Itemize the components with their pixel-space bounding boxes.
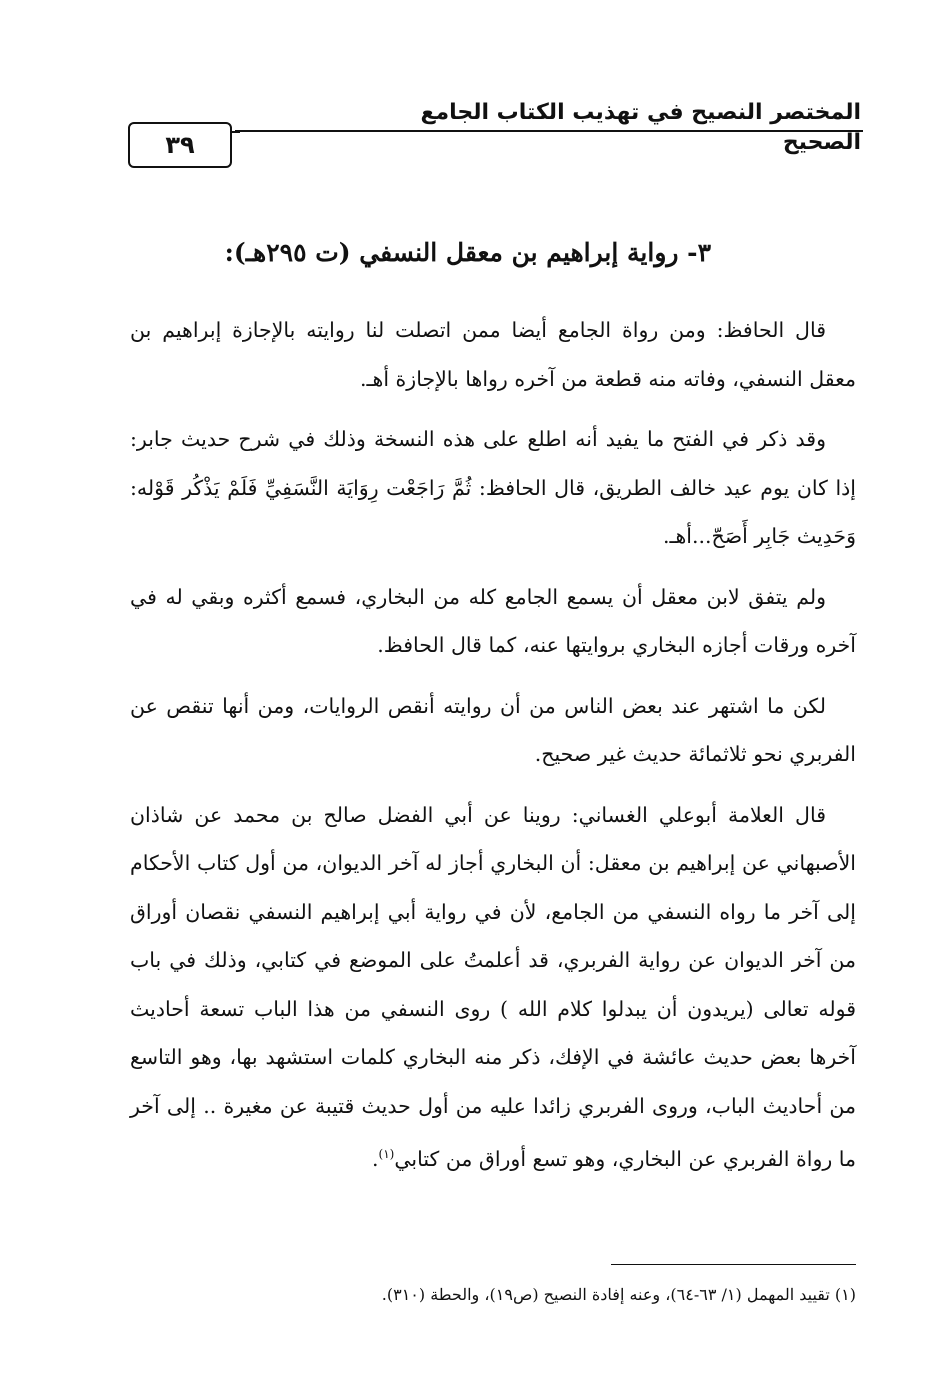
header-rule bbox=[235, 130, 863, 132]
footnote-rule bbox=[611, 1264, 856, 1265]
paragraph-4: لكن ما اشتهر عند بعض الناس من أن روايته أنقص الروايات، ومن أنها تنقص عن الفربري نحو ثلاثمائة حديث غير صحيح. bbox=[130, 693, 856, 766]
footnote: (١) تقييد المهمل (١/ ٦٣-٦٤)، وعنه إفادة النصيح (ص١٩)، والحطة (٣١٠). bbox=[381, 1285, 856, 1304]
paragraph-1: قال الحافظ: ومن رواة الجامع أيضا ممن اتصلت لنا روايته بالإجازة إبراهيم بن معقل النسفي، وفاته منه قطعة من آخره رواها بالإجازة أهـ. bbox=[130, 318, 856, 391]
paragraph-5-text: قال العلامة أبوعلي الغساني: روينا عن أبي الفضل صالح بن محمد عن شاذان الأصبهاني عن إبراهيم بن معقل: أن البخاري أجاز له آخر الديوان، من أول كتاب الأحكام إلى آخر ما رواه النسفي من الجامع، لأن في رواية أبي إبراهيم النسفي نقصان أوراق من آخر الديوان عن رواية الفربري، قد أعلمتُ على الموضع في كتابي، وذلك في باب قوله تعالى (يريدون أن يبدلوا كلام الله ) روى النسفي من هذا الباب تسعة أحاديث آخرها بعض حديث عائشة في الإفك، ذكر منه البخاري كلمات استشهد بها، وهو التاسع من أحاديث الباب، وروى الفربري زائدا عليه من أول حديث قتيبة عن مغيرة .. إلى آخر ما رواة الفربري عن البخاري، وهو تسع أوراق من كتابي bbox=[130, 802, 856, 1171]
section-heading: ٣- رواية إبراهيم بن معقل النسفي (ت ٢٩٥هـ): bbox=[224, 238, 711, 267]
paragraph-5: قال العلامة أبوعلي الغساني: روينا عن أبي الفضل صالح بن محمد عن شاذان الأصبهاني عن إبراهيم بن معقل: أن البخاري أجاز له آخر الديوان، من أول كتاب الأحكام إلى آخر ما رواه النسفي من الجامع، لأن في رواية أبي إبراهيم النسفي نقصان أوراق من آخر الديوان عن رواية الفربري، قد أعلمتُ على الموضع في كتابي، وذلك في باب قوله تعالى (يريدون أن يبدلوا كلام الله ) روى النسفي من هذا الباب تسعة أحاديث آخرها بعض حديث عائشة في الإفك، ذكر منه البخاري كلمات استشهد بها، وهو التاسع من أحاديث الباب، وروى الفربري زائدا عليه من أول حديث قتيبة عن مغيرة .. إلى آخر ما رواة الفربري عن البخاري، وهو تسع أوراق من كتابي$^{(١)}$. bbox=[130, 802, 856, 1171]
page-number: ٣٩ bbox=[128, 122, 232, 168]
running-title: المختصر النصيح في تهذيب الكتاب الجامع الصحيح bbox=[420, 100, 861, 155]
paragraph-3: ولم يتفق لابن معقل أن يسمع الجامع كله من البخاري، فسمع أكثره وبقي له في آخره ورقات أجازه البخاري بروايتها عنه، كما قال الحافظ. bbox=[130, 584, 856, 657]
body-text bbox=[130, 306, 856, 1195]
footnote-marker: (١) bbox=[378, 1147, 395, 1161]
paragraph-2: وقد ذكر في الفتح ما يفيد أنه اطلع على هذه النسخة وذلك في شرح حديث جابر: إذا كان يوم عيد خالف الطريق، قال الحافظ: ثُمَّ رَاجَعْت رِوَايَة النَّسَفِيِّ فَلَمْ يَذْكُر قَوْله: وَحَدِيث جَابِر أَصَحّ...أهـ. bbox=[130, 427, 856, 548]
